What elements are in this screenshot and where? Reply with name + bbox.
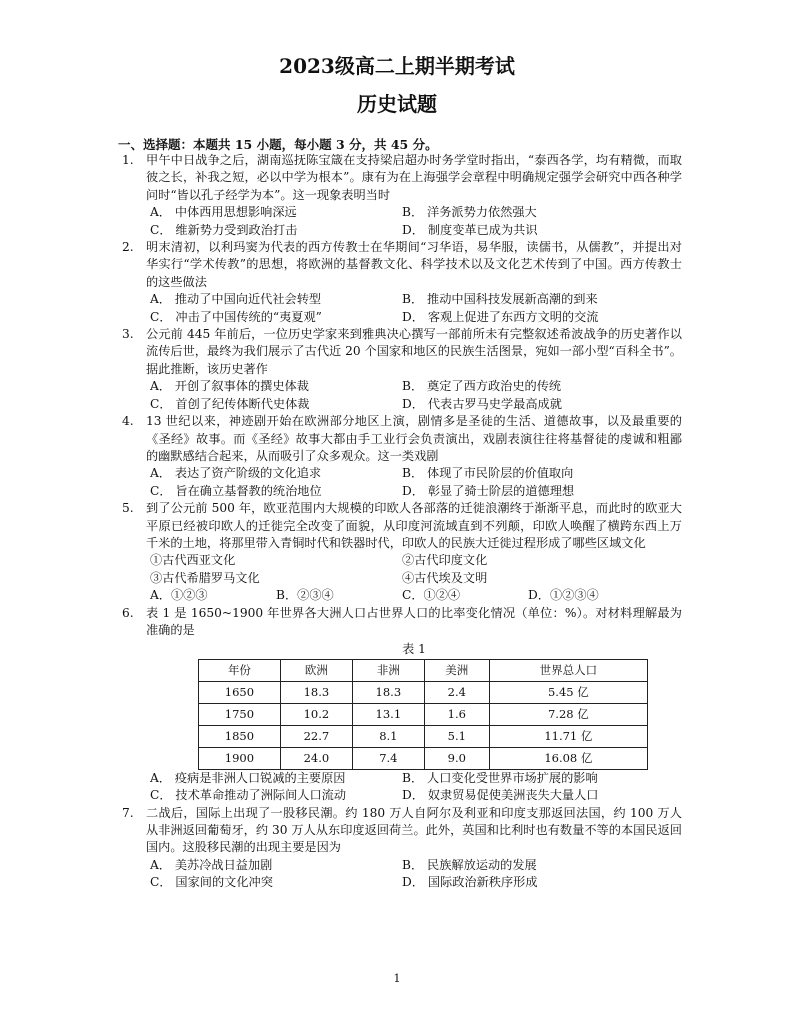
table-row	[199, 703, 648, 725]
option-c: C． 旨在确立基督教的统治地位	[150, 483, 322, 498]
table-header: 世界总人口	[489, 659, 647, 681]
table-cell: 22.7	[280, 725, 352, 747]
table-header: 欧洲	[280, 659, 352, 681]
option-a: A． 中体西用思想影响深远	[150, 205, 297, 220]
question-stem: 明末清初，以利玛窦为代表的西方传教士在华期间“习华语，易华服，读儒书，从儒教”，并提出对华实行“学术传教”的思想，将欧洲的基督教文化、科学技术以及文化艺术传到了中国。西方传教士的这些做法	[146, 240, 682, 289]
option-a: A． 美苏冷战日益加剧	[150, 857, 273, 872]
option-c: C． 冲击了中国传统的“夷夏观”	[150, 309, 322, 324]
question-stem: 13 世纪以来，神迹剧开始在欧洲部分地区上演，剧情多是圣徒的生活、道德故事，以及最重要的《圣经》故事。而《圣经》故事大都由手工业行会负责演出，戏剧表演往往将基督徒的虔诚和粗鄙的幽默感结合起来，从而吸引了众多观众。这一类戏剧	[146, 414, 682, 463]
question-2	[122, 239, 682, 326]
question-stem: 到了公元前 500 年，欧亚范围内大规模的印欧人各部落的迁徙浪潮终于渐渐平息，而此时的欧亚大平原已经被印欧人的迁徙完全改变了面貌，从印度河流域直到不列颠，印欧人唤醒了横跨东西上万千米的土地，将那里带入青铜时代和铁器时代，印欧人的民族大迁徙过程形成了哪些区域文化	[146, 501, 682, 550]
option-row	[146, 587, 682, 604]
item-2: ②古代印度文化	[402, 553, 488, 568]
question-stem: 公元前 445 年前后，一位历史学家来到雅典决心撰写一部前所未有完整叙述希波战争的历史著作以流传后世，最终为我们展示了古代近 20 个国家和地区的民族生活图景，宛如一部小型“百科全书”。据此推断，该历史著作	[146, 327, 682, 376]
item-grid	[146, 552, 682, 587]
question-number: 2.	[122, 240, 134, 255]
question-5	[122, 500, 682, 604]
item-1: ①古代西亚文化	[150, 553, 236, 568]
option-d: D． 奴隶贸易促使美洲丧失大量人口	[402, 788, 599, 803]
population-table	[198, 659, 648, 770]
question-list	[122, 152, 682, 892]
option-c: C． 技术革命推动了洲际间人口流动	[150, 788, 347, 803]
table-header: 非洲	[352, 659, 424, 681]
page-number: 1	[393, 972, 401, 985]
option-b: B． 人口变化受世界市场扩展的影响	[402, 770, 598, 785]
table-cell: 7.28 亿	[489, 703, 647, 725]
question-number: 1.	[122, 153, 134, 167]
table-cell: 13.1	[352, 703, 424, 725]
question-number: 4.	[122, 414, 134, 429]
option-d: D． 国际政治新秩序形成	[402, 875, 538, 890]
option-a: A． 推动了中国向近代社会转型	[150, 292, 322, 307]
option-d: D． 制度变革已成为共识	[402, 222, 538, 237]
option-c: C． 国家间的文化冲突	[150, 875, 273, 890]
question-stem: 二战后，国际上出现了一股移民潮。约 180 万人自阿尔及利亚和印度支那返回法国，约 100 万人从非洲返回葡萄牙，约 30 万人从东印度返回荷兰。此外，英国和比利时也有数量不等的本国民返回国内。这股移民潮的出现主要是因为	[146, 805, 682, 855]
table-cell: 5.45 亿	[489, 681, 647, 703]
question-4	[122, 413, 682, 500]
question-stem: 表 1 是 1650~1900 年世界各大洲人口占世界人口的比率变化情况（单位：%）。对材料理解最为准确的是	[146, 605, 682, 637]
option-b: B． 洋务派势力依然强大	[402, 205, 537, 220]
item-4: ④古代埃及文明	[402, 570, 488, 585]
table-row	[199, 725, 648, 747]
table-cell: 18.3	[352, 681, 424, 703]
option-a: A． 表达了资产阶级的文化追求	[150, 466, 322, 481]
table-cell: 11.71 亿	[489, 725, 647, 747]
option-grid	[146, 378, 682, 413]
table-cell: 1.6	[424, 703, 489, 725]
option-c: C． 首创了纪传体断代史体裁	[150, 396, 310, 411]
table-cell: 1850	[199, 725, 281, 747]
question-1	[122, 152, 682, 239]
option-b: B．②③④	[276, 588, 334, 603]
option-grid	[146, 204, 682, 239]
table-header: 美洲	[424, 659, 489, 681]
table-cell: 8.1	[352, 725, 424, 747]
table-cell: 24.0	[280, 747, 352, 769]
table-cell: 1750	[199, 703, 281, 725]
option-c: C． 维新势力受到政治打击	[150, 222, 298, 237]
table-cell: 1650	[199, 681, 281, 703]
question-number: 7.	[122, 805, 134, 820]
question-number: 5.	[122, 501, 134, 516]
option-a: A． 疫病是非洲人口锐减的主要原因	[150, 770, 346, 785]
table-cell: 1900	[199, 747, 281, 769]
exam-title: 2023级高二上期半期考试	[279, 54, 515, 78]
question-6	[122, 605, 682, 805]
option-a: A． 开创了叙事体的撰史体裁	[150, 379, 309, 394]
option-grid	[146, 291, 682, 326]
option-grid	[146, 465, 682, 500]
question-7	[122, 805, 682, 892]
item-3: ③古代希腊罗马文化	[150, 570, 260, 585]
table-cell: 10.2	[280, 703, 352, 725]
option-c: C．①②④	[402, 588, 461, 603]
table-row	[199, 681, 648, 703]
option-b: B． 民族解放运动的发展	[402, 857, 537, 872]
option-b: B． 奠定了西方政治史的传统	[402, 379, 562, 394]
exam-subtitle: 历史试题	[357, 92, 437, 116]
question-3	[122, 326, 682, 413]
option-b: B． 体现了市民阶层的价值取向	[402, 466, 574, 481]
table-cell: 9.0	[424, 747, 489, 769]
table-cell: 5.1	[424, 725, 489, 747]
table-cell: 7.4	[352, 747, 424, 769]
option-grid	[146, 770, 682, 805]
option-d: D． 彰显了骑士阶层的道德理想	[402, 483, 575, 498]
question-stem: 甲午中日战争之后，湖南巡抚陈宝箴在支持梁启超办时务学堂时指出，“泰西各学，均有精微，而取彼之长，补我之短，必以中学为根本”。康有为在上海强学会章程中明确规定强学会研究中西各种学问时“皆以孔子经学为本”。这一现象表明当时	[146, 153, 682, 202]
option-d: D． 客观上促进了东西方文明的交流	[402, 309, 599, 324]
option-d: D．①②③④	[528, 588, 599, 603]
option-a: A．①②③	[150, 588, 208, 603]
option-b: B． 推动中国科技发展新高潮的到来	[402, 292, 598, 307]
table-header: 年份	[199, 659, 281, 681]
option-grid	[146, 857, 682, 892]
table-cell: 2.4	[424, 681, 489, 703]
question-number: 3.	[122, 327, 134, 342]
table-cell: 18.3	[280, 681, 352, 703]
table-caption: 表 1	[402, 642, 426, 657]
option-d: D． 代表古罗马史学最高成就	[402, 396, 562, 411]
table-cell: 16.08 亿	[489, 747, 647, 769]
question-number: 6.	[122, 605, 134, 620]
table-header-row	[199, 659, 648, 681]
section-heading: 一、选择题：本题共 15 小题，每小题 3 分，共 45 分。	[118, 137, 438, 152]
table-row	[199, 747, 648, 769]
